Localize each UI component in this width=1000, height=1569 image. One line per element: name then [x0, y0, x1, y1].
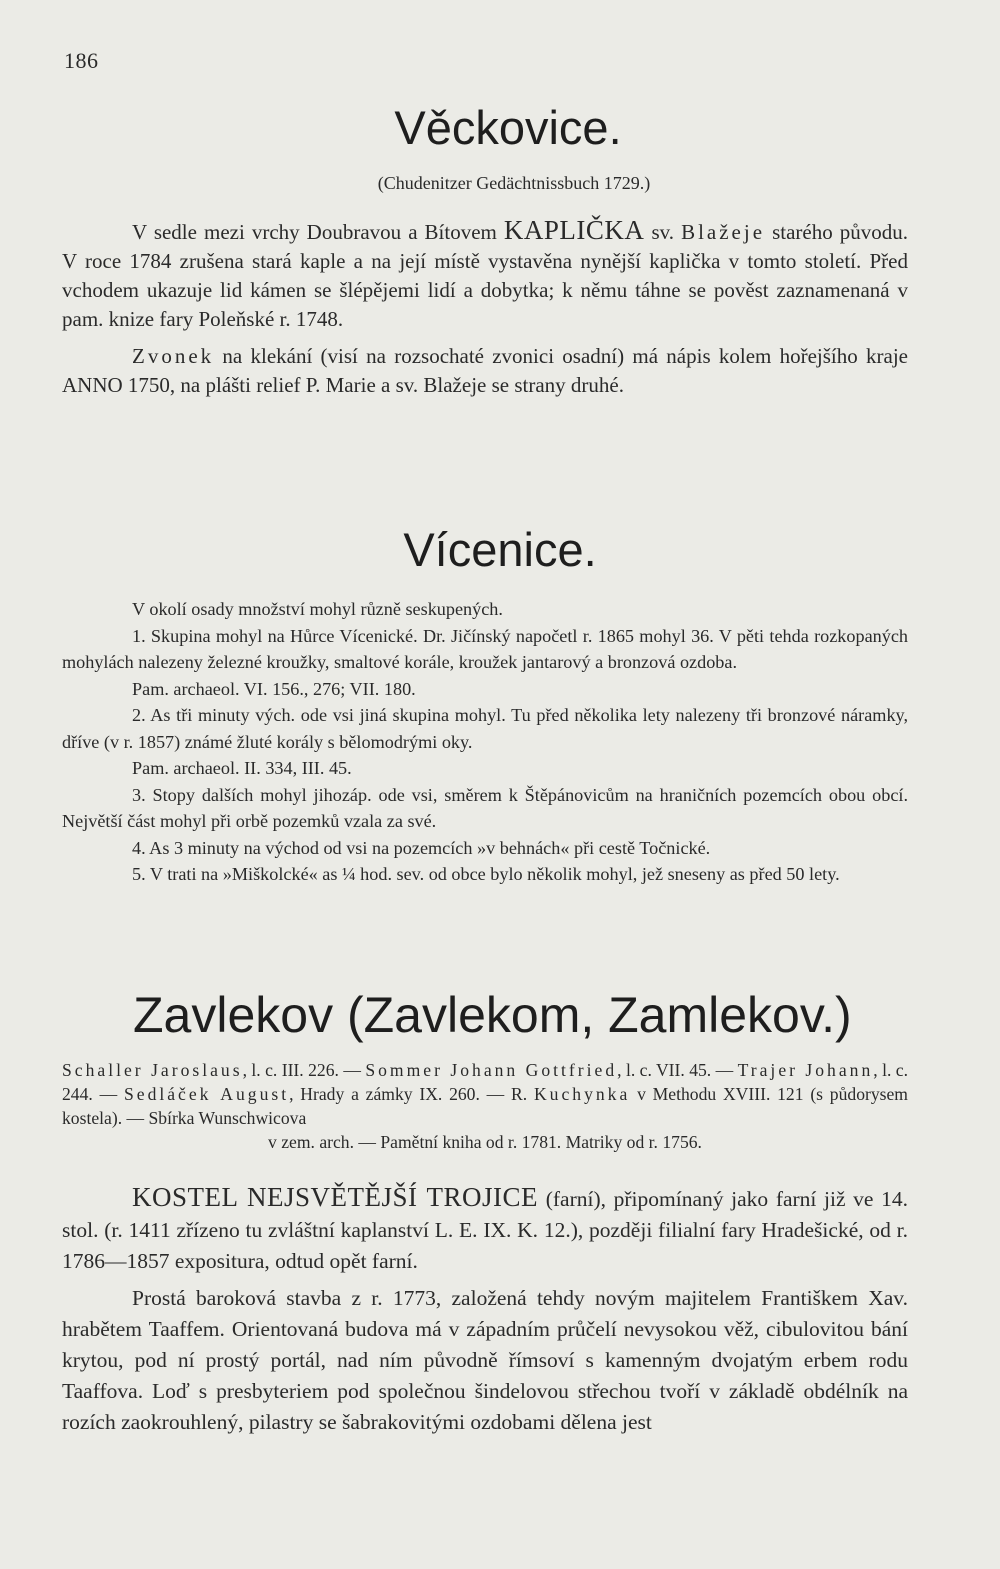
spaced-term: Zvonek: [132, 344, 215, 368]
author-name: Sedláček August: [123, 1084, 290, 1104]
reference-text: , Hrady a zámky IX. 260. — R.: [289, 1084, 534, 1104]
paragraph-text: (farní), připomínaný jako farní již ve 14. stol. (r. 1411 zřízeno tu zvláštní kaplanství L. E. IX. K. 12.), později filialní fary Hradešické, od r. 1786—1857 expositura, odtud opět farní.: [62, 1187, 908, 1273]
section-title-veckovice: Věckovice.: [394, 101, 622, 154]
paragraph-text: starého původu. V roce 1784 zrušena stará kaple a na její místě vystavěna nynější kaplička v tomto století. Před vchodem ukazuje lid kámen se šlépějemi lidí a dobytka; k němu táhne se pověst zaznamenaná v pam. knize fary Poleňské r. 1748.: [62, 220, 908, 331]
paragraph-kaplicka: [62, 216, 908, 334]
list-item: 1. Skupina mohyl na Hůrce Vícenické. Dr. Jičínský napočetl r. 1865 mohyl 36. V pěti tehda rozkopaných mohylách nalezeny železné kroužky, smaltové korále, kroužek jantarový a bronzová ozdoba.: [62, 625, 908, 672]
bibliography-entries: [62, 1058, 908, 1130]
paragraph-stavba: Prostá baroková stavba z r. 1773, založená tehdy novým majitelem Františkem Xav. hrabětem Taaffem. Orientovaná budova má v západním průčelí nevysokou věž, cibulovitou bání krytou, pod ní prostý portál, nad ním původně římsoví s kamenným dvojatým erbem rodu Taaffova. Loď s presbyteriem pod společnou šindelovou střechou tvoří v základě obdélník na rozích zaokrouhlený, pilastry se šabrakovitými ozdobami dělena jest: [62, 1286, 908, 1434]
author-name: Trajer Johann: [737, 1060, 874, 1080]
caps-term: KAPLIČKA: [503, 215, 645, 245]
vicenice-text: [62, 596, 908, 888]
reference-text: v Methodu XVIII. 121 (s půdorysem kostela). — Sbírka Wunschwicova: [62, 1084, 908, 1128]
zavlekov-text: [62, 1182, 908, 1438]
list-item: 5. V trati na »Miškolcké« as ¼ hod. sev. od obce bylo několik mohyl, jež sneseny as před 50 lety.: [132, 864, 840, 884]
author-name: Sommer Johann Gottfried: [365, 1060, 618, 1080]
author-name: Kuchynka: [533, 1084, 631, 1104]
bibliography: [62, 1058, 908, 1154]
paragraph-text: sv.: [644, 220, 682, 244]
author-name: Schaller Jaroslaus: [62, 1060, 243, 1080]
source-note: (Chudenitzer Gedächtnissbuch 1729.): [377, 173, 651, 193]
page-number: 186: [64, 48, 99, 73]
reference-text: , l. c. 244. —: [62, 1060, 908, 1104]
reference-line: Pam. archaeol. VI. 156., 276; VII. 180.: [132, 678, 416, 699]
paragraph-text: V sedle mezi vrchy Doubravou a Bítovem: [132, 220, 504, 244]
list-item: 4. As 3 minuty na východ od vsi na pozemcích »v behnách« při cestě Točnické.: [132, 837, 711, 858]
bibliography-last-line: v zem. arch. — Pamětní kniha od r. 1781. Matriky od r. 1756.: [268, 1132, 702, 1152]
reference-text: , l. c. VII. 45. —: [617, 1060, 738, 1080]
section-title-zavlekov: Zavlekov (Zavlekom, Zamlekov.): [133, 987, 852, 1043]
veckovice-text: [62, 216, 908, 400]
list-item: V okolí osady množství mohyl různě seskupených.: [132, 599, 503, 619]
caps-term: KOSTEL NEJSVĚTĚJŠÍ TROJICE: [132, 1182, 539, 1212]
section-title-vicenice: Vícenice.: [403, 523, 597, 576]
spaced-term: Blažeje: [681, 220, 766, 244]
reference-line: Pam. archaeol. II. 334, III. 45.: [132, 758, 352, 778]
paragraph-text: na klekání (visí na rozsochaté zvonici osadní) má nápis kolem hořejšího kraje ANNO 1750, na plášti relief P. Marie a sv. Blažeje se strany druhé.: [62, 344, 908, 397]
paragraph-kostel: [62, 1182, 908, 1277]
list-item: 2. As tři minuty vých. ode vsi jiná skupina mohyl. Tu před několika lety nalezeny tři bronzové náramky, dříve (v r. 1857) známé žluté korály s bělomodrými oky.: [62, 705, 908, 752]
list-item: 3. Stopy dalších mohyl jihozáp. ode vsi, směrem k Štěpánovicům na hraničních pozemcích obou obcí. Největší část mohyl při orbě pozemků vzala za své.: [62, 784, 908, 831]
reference-text: , l. c. III. 226. —: [242, 1060, 366, 1080]
paragraph-zvonek: [62, 342, 908, 400]
